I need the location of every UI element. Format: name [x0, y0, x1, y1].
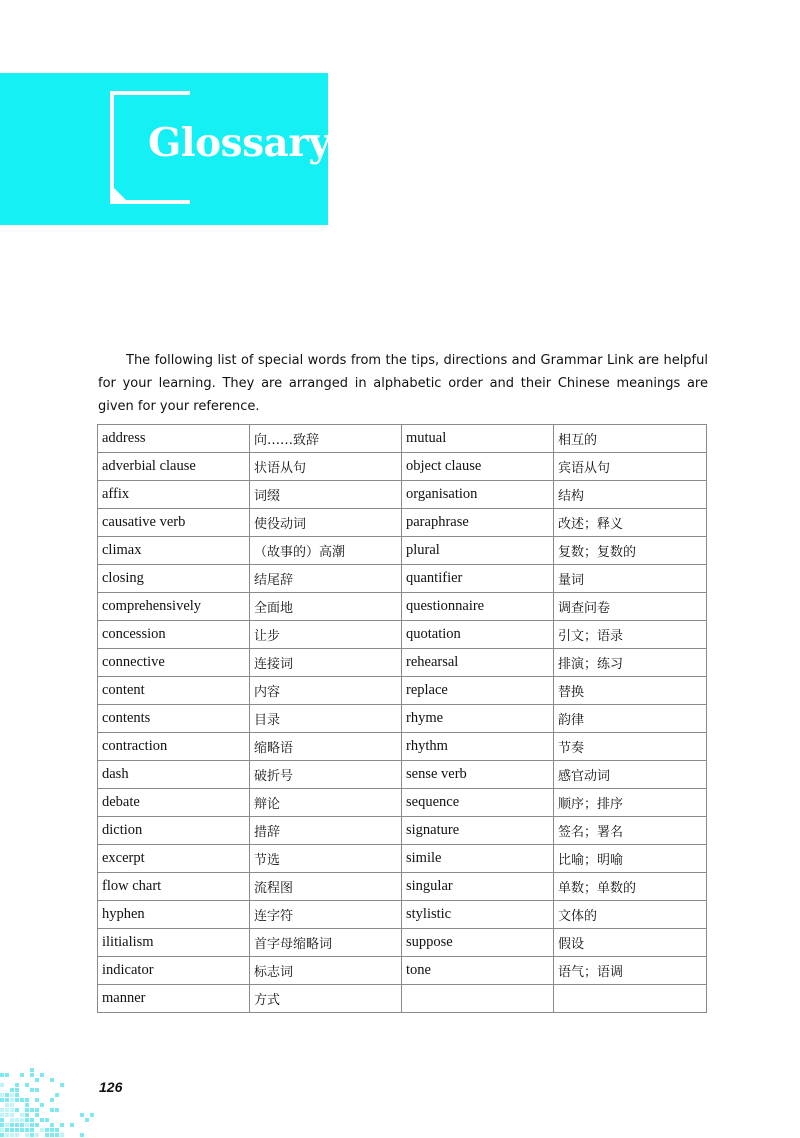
dot-mark [35, 1108, 39, 1112]
meaning-cell: 使役动词 [250, 509, 402, 537]
dot-mark [5, 1113, 9, 1117]
table-row [98, 789, 707, 817]
dot-mark [0, 1093, 4, 1097]
dot-mark [30, 1108, 34, 1112]
term-cell: comprehensively [98, 593, 250, 621]
meaning-cell: 连字符 [250, 901, 402, 929]
dot-mark [85, 1118, 89, 1122]
meaning-cell: 复数；复数的 [554, 537, 707, 565]
dot-mark [40, 1118, 44, 1122]
term-cell: replace [402, 677, 554, 705]
table-row [98, 761, 707, 789]
term-cell: organisation [402, 481, 554, 509]
dot-mark [50, 1078, 54, 1082]
term-cell: questionnaire [402, 593, 554, 621]
term-cell: paraphrase [402, 509, 554, 537]
term-cell: excerpt [98, 845, 250, 873]
term-cell: rhythm [402, 733, 554, 761]
dot-mark [5, 1073, 9, 1077]
dot-mark [5, 1123, 9, 1127]
dot-mark [5, 1133, 9, 1137]
term-cell: singular [402, 873, 554, 901]
dot-mark [30, 1128, 34, 1132]
dot-mark [35, 1133, 39, 1137]
dot-mark [15, 1123, 19, 1127]
dot-mark [50, 1098, 54, 1102]
table-row [98, 901, 707, 929]
dot-mark [30, 1068, 34, 1072]
intro-paragraph: The following list of special words from the tips, directions and Grammar Link are helpful for your learning. They are arranged in alphabetic order and their Chinese meanings are given for your reference. [98, 353, 708, 414]
dot-mark [10, 1088, 14, 1092]
term-cell: content [98, 677, 250, 705]
table-row [98, 957, 707, 985]
dot-mark [10, 1108, 14, 1112]
dot-mark [40, 1073, 44, 1077]
dot-mark [10, 1093, 14, 1097]
meaning-cell: 单数；单数的 [554, 873, 707, 901]
dot-mark [0, 1128, 4, 1132]
dot-mark [35, 1113, 39, 1117]
dot-mark [25, 1113, 29, 1117]
dot-mark [25, 1123, 29, 1127]
meaning-cell: 首字母缩略词 [250, 929, 402, 957]
dot-mark [0, 1073, 4, 1077]
term-cell: manner [98, 985, 250, 1013]
dot-mark [25, 1103, 29, 1107]
dot-mark [30, 1118, 34, 1122]
glossary-table-body [98, 425, 707, 1013]
term-cell: simile [402, 845, 554, 873]
table-row [98, 453, 707, 481]
dot-mark [55, 1108, 59, 1112]
term-cell: contraction [98, 733, 250, 761]
dot-mark [70, 1123, 74, 1127]
dot-mark [15, 1098, 19, 1102]
term-cell: concession [98, 621, 250, 649]
dot-mark [0, 1083, 4, 1087]
term-cell: debate [98, 789, 250, 817]
dot-mark [80, 1133, 84, 1137]
dot-mark [10, 1128, 14, 1132]
meaning-cell: 辩论 [250, 789, 402, 817]
dot-mark [50, 1128, 54, 1132]
dot-mark [45, 1118, 49, 1122]
dot-mark [35, 1088, 39, 1092]
dot-pattern-icon [0, 1068, 96, 1138]
glossary-table [97, 424, 707, 1013]
table-row [98, 537, 707, 565]
dot-mark [10, 1123, 14, 1127]
dot-mark [25, 1133, 29, 1137]
dot-mark [30, 1133, 34, 1137]
dot-mark [15, 1083, 19, 1087]
table-row [98, 733, 707, 761]
term-cell: stylistic [402, 901, 554, 929]
meaning-cell: 替换 [554, 677, 707, 705]
dot-mark [50, 1108, 54, 1112]
meaning-cell: 流程图 [250, 873, 402, 901]
dot-mark [35, 1098, 39, 1102]
meaning-cell: 改述；释义 [554, 509, 707, 537]
term-cell: indicator [98, 957, 250, 985]
dot-mark [0, 1098, 4, 1102]
dot-mark [5, 1093, 9, 1097]
term-cell: quotation [402, 621, 554, 649]
dot-mark [20, 1098, 24, 1102]
table-row [98, 509, 707, 537]
term-cell: sense verb [402, 761, 554, 789]
dot-mark [0, 1108, 4, 1112]
term-cell: closing [98, 565, 250, 593]
dot-mark [20, 1113, 24, 1117]
dot-mark [0, 1123, 4, 1127]
dot-mark [10, 1098, 14, 1102]
term-cell: affix [98, 481, 250, 509]
dot-mark [45, 1133, 49, 1137]
table-row [98, 873, 707, 901]
dot-mark [25, 1108, 29, 1112]
dot-mark [25, 1083, 29, 1087]
dot-mark [10, 1118, 14, 1122]
table-row [98, 425, 707, 453]
term-cell: dash [98, 761, 250, 789]
term-cell: ilitialism [98, 929, 250, 957]
dot-mark [90, 1113, 94, 1117]
meaning-cell: 结构 [554, 481, 707, 509]
dot-mark [0, 1133, 4, 1137]
dot-mark [30, 1088, 34, 1092]
meaning-cell: 调查问卷 [554, 593, 707, 621]
term-cell: hyphen [98, 901, 250, 929]
dot-mark [35, 1123, 39, 1127]
dot-mark [25, 1128, 29, 1132]
dot-mark [15, 1093, 19, 1097]
table-row [98, 985, 707, 1013]
dot-mark [0, 1118, 4, 1122]
dot-mark [40, 1103, 44, 1107]
dot-mark [10, 1133, 14, 1137]
page-number: 126 [99, 1079, 123, 1095]
dot-mark [80, 1113, 84, 1117]
meaning-cell: 全面地 [250, 593, 402, 621]
dot-mark [15, 1133, 19, 1137]
meaning-cell [554, 985, 707, 1013]
term-cell: connective [98, 649, 250, 677]
dot-mark [0, 1113, 4, 1117]
dot-mark [30, 1073, 34, 1077]
meaning-cell: 签名；署名 [554, 817, 707, 845]
meaning-cell: 向……致辞 [250, 425, 402, 453]
meaning-cell: 语气；语调 [554, 957, 707, 985]
dot-mark [50, 1133, 54, 1137]
dot-mark [5, 1108, 9, 1112]
meaning-cell: 状语从句 [250, 453, 402, 481]
term-cell: address [98, 425, 250, 453]
dot-mark [35, 1078, 39, 1082]
dot-mark [5, 1128, 9, 1132]
dot-mark [20, 1118, 24, 1122]
meaning-cell: 方式 [250, 985, 402, 1013]
dot-mark [55, 1133, 59, 1137]
meaning-cell: （故事的）高潮 [250, 537, 402, 565]
dot-mark [15, 1088, 19, 1092]
dot-mark [20, 1123, 24, 1127]
table-row [98, 593, 707, 621]
dot-mark [20, 1073, 24, 1077]
bracket-bottom-line [126, 200, 190, 204]
meaning-cell: 排演；练习 [554, 649, 707, 677]
dot-mark [15, 1128, 19, 1132]
meaning-cell: 节奏 [554, 733, 707, 761]
term-cell: contents [98, 705, 250, 733]
term-cell: tone [402, 957, 554, 985]
term-cell: quantifier [402, 565, 554, 593]
table-row [98, 677, 707, 705]
meaning-cell: 顺序；排序 [554, 789, 707, 817]
term-cell: climax [98, 537, 250, 565]
meaning-cell: 词缀 [250, 481, 402, 509]
dot-mark [15, 1108, 19, 1112]
dot-mark [15, 1118, 19, 1122]
meaning-cell: 连接词 [250, 649, 402, 677]
term-cell: adverbial clause [98, 453, 250, 481]
table-row [98, 621, 707, 649]
table-row [98, 705, 707, 733]
term-cell: rehearsal [402, 649, 554, 677]
dot-mark [55, 1128, 59, 1132]
page-title: Glossary [148, 120, 331, 166]
meaning-cell: 文体的 [554, 901, 707, 929]
table-row [98, 649, 707, 677]
table-row [98, 929, 707, 957]
dot-mark [55, 1093, 59, 1097]
dot-mark [5, 1098, 9, 1102]
dot-mark [10, 1103, 14, 1107]
meaning-cell: 韵律 [554, 705, 707, 733]
dot-mark [45, 1128, 49, 1132]
dot-mark [60, 1123, 64, 1127]
term-cell: mutual [402, 425, 554, 453]
meaning-cell: 引文；语录 [554, 621, 707, 649]
dot-mark [50, 1123, 54, 1127]
meaning-cell: 感官动词 [554, 761, 707, 789]
dot-mark [40, 1128, 44, 1132]
meaning-cell: 假设 [554, 929, 707, 957]
meaning-cell: 比喻；明喻 [554, 845, 707, 873]
term-cell: rhyme [402, 705, 554, 733]
table-row [98, 845, 707, 873]
term-cell: object clause [402, 453, 554, 481]
term-cell: suppose [402, 929, 554, 957]
meaning-cell: 量词 [554, 565, 707, 593]
dot-mark [5, 1103, 9, 1107]
term-cell: plural [402, 537, 554, 565]
dot-mark [20, 1128, 24, 1132]
table-row [98, 481, 707, 509]
term-cell: flow chart [98, 873, 250, 901]
meaning-cell: 目录 [250, 705, 402, 733]
dot-mark [25, 1098, 29, 1102]
term-cell: diction [98, 817, 250, 845]
term-cell [402, 985, 554, 1013]
dot-mark [60, 1083, 64, 1087]
term-cell: signature [402, 817, 554, 845]
dot-mark [25, 1118, 29, 1122]
dot-mark [10, 1113, 14, 1117]
meaning-cell: 结尾辞 [250, 565, 402, 593]
meaning-cell: 措辞 [250, 817, 402, 845]
meaning-cell: 相互的 [554, 425, 707, 453]
meaning-cell: 节选 [250, 845, 402, 873]
meaning-cell: 宾语从句 [554, 453, 707, 481]
dot-mark [30, 1123, 34, 1127]
term-cell: sequence [402, 789, 554, 817]
meaning-cell: 标志词 [250, 957, 402, 985]
term-cell: causative verb [98, 509, 250, 537]
meaning-cell: 破折号 [250, 761, 402, 789]
table-row [98, 565, 707, 593]
meaning-cell: 让步 [250, 621, 402, 649]
dot-mark [60, 1133, 64, 1137]
meaning-cell: 内容 [250, 677, 402, 705]
table-row [98, 817, 707, 845]
meaning-cell: 缩略语 [250, 733, 402, 761]
